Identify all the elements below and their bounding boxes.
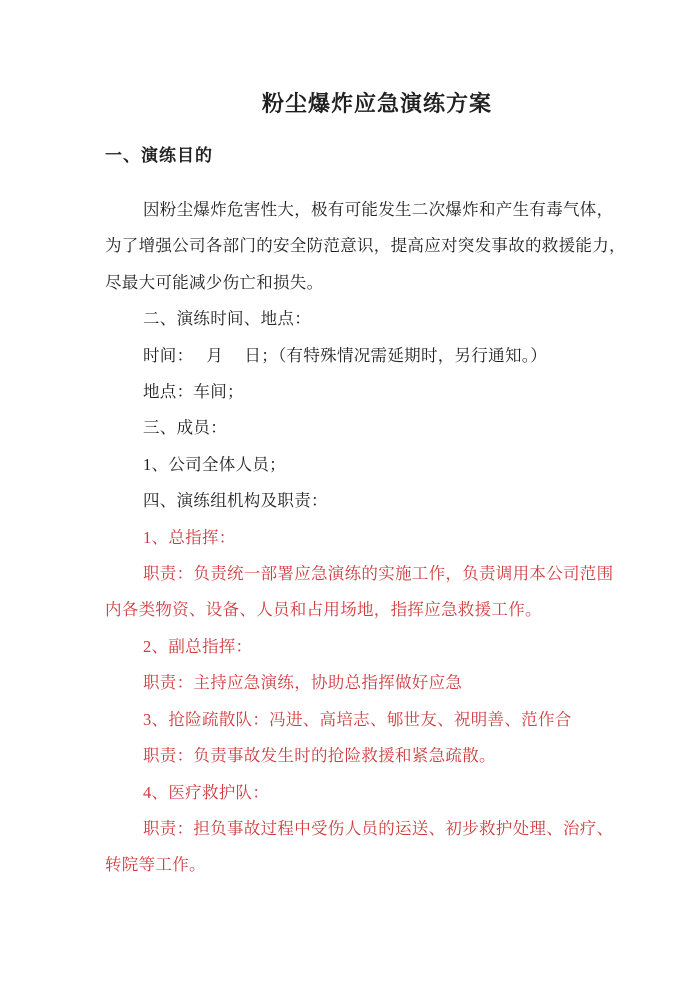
text-line: 为了增强公司各部门的安全防范意识，提高应对突发事故的救援能力， bbox=[105, 236, 626, 256]
text-line-red: 职责：担负事故过程中受伤人员的运送、初步救护处理、治疗、 bbox=[143, 818, 614, 838]
text-line-red: 3、抢险疏散队：冯进、高培志、郇世友、祝明善、范作合 bbox=[143, 709, 572, 729]
document-body bbox=[105, 192, 626, 884]
text-line-red: 1、总指挥： bbox=[143, 527, 236, 547]
text-line-red: 职责：负责统一部署应急演练的实施工作，负责调用本公司范围 bbox=[143, 564, 614, 584]
text-line-red: 职责：负责事故发生时的抢险救援和紧急疏散。 bbox=[143, 746, 496, 766]
text-line: 二、演练时间、地点： bbox=[143, 309, 311, 329]
document-title: 粉尘爆炸应急演练方案 bbox=[261, 91, 492, 116]
text-line: 因粉尘爆炸危害性大，极有可能发生二次爆炸和产生有毒气体， bbox=[143, 200, 614, 219]
text-line: 1、公司全体人员； bbox=[143, 454, 286, 474]
text-line-red: 内各类物资、设备、人员和占用场地，指挥应急救援工作。 bbox=[105, 600, 542, 620]
text-line-red: 职责：主持应急演练，协助总指挥做好应急 bbox=[143, 673, 463, 693]
text-line: 地点：车间； bbox=[143, 382, 244, 402]
text-line: 四、演练组机构及职责： bbox=[143, 491, 328, 511]
text-line-red: 2、副总指挥： bbox=[143, 636, 253, 656]
text-line-red: 4、医疗救护队： bbox=[143, 782, 270, 802]
text-line: 三、成员： bbox=[143, 418, 227, 438]
section-heading-purpose: 一、演练目的 bbox=[105, 146, 213, 165]
text-line: 时间： 月 日；（有特殊情况需延期时，另行通知。） bbox=[143, 345, 548, 365]
text-line-red: 转院等工作。 bbox=[105, 855, 206, 875]
text-line: 尽最大可能减少伤亡和损失。 bbox=[105, 272, 324, 292]
